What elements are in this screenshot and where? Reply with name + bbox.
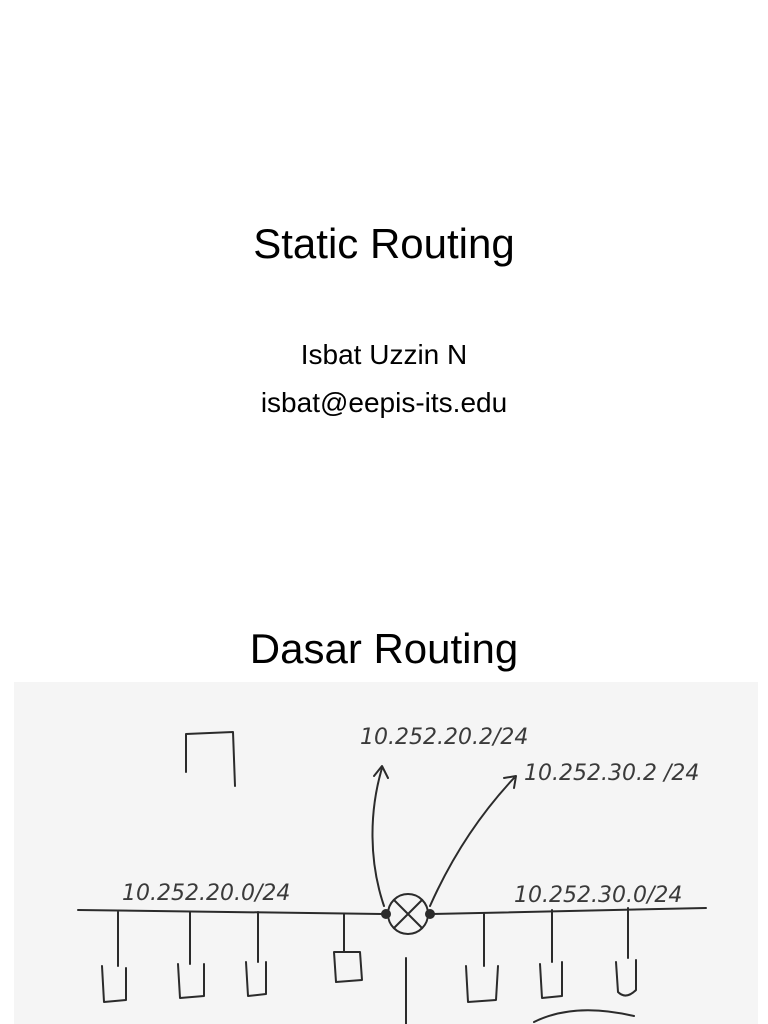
network-diagram <box>14 682 758 1024</box>
left-network-label: 10.252.20.0/24 <box>122 881 291 906</box>
right-network-bus <box>432 908 706 914</box>
right-hosts <box>466 908 636 1002</box>
router-right-interface-label: 10.252.30.2 /24 <box>524 761 700 786</box>
left-hosts <box>102 912 362 1002</box>
arrow-left-interface <box>372 768 384 906</box>
slide-title: Dasar Routing <box>249 625 519 672</box>
bottom-scribble <box>534 1010 634 1022</box>
author-name: Isbat Uzzin N <box>300 339 468 370</box>
arrow-right-interface <box>430 778 514 906</box>
right-network-label: 10.252.30.0/24 <box>514 883 683 908</box>
bracket-mark <box>186 732 235 786</box>
network-sketch <box>14 682 758 1024</box>
router-icon <box>381 894 435 934</box>
router-left-interface-label: 10.252.20.2/24 <box>360 725 529 750</box>
left-network-bus <box>78 910 384 914</box>
slide-title: Static Routing <box>253 220 515 267</box>
author-email: isbat@eepis-its.edu <box>260 387 508 418</box>
